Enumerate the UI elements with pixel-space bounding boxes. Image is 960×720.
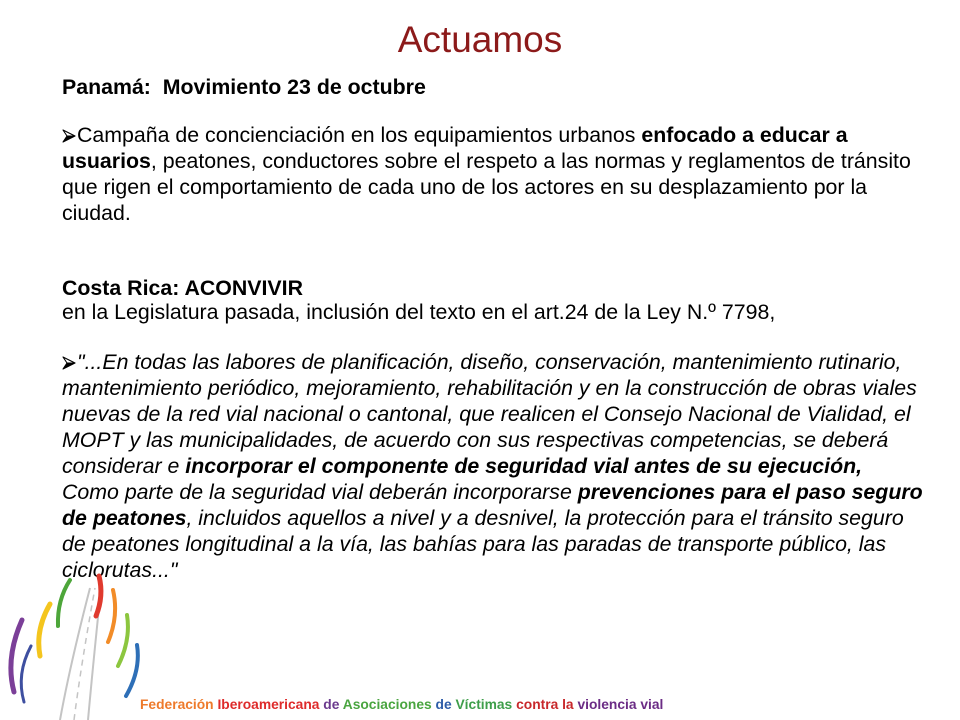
text-segment: , peatones, conductores sobre el respeto a las normas y reglamentos de tránsito (150, 149, 911, 173)
text-line (62, 375, 942, 401)
text-line (62, 174, 942, 200)
text-line (62, 505, 942, 531)
costa-rica-intro: en la Legislatura pasada, inclusión del texto en el art.24 de la Ley N.º 7798, (62, 300, 776, 324)
panama-heading: Panamá: Movimiento 23 de octubre (62, 75, 426, 99)
logo-stroke (118, 615, 128, 666)
text-line (62, 557, 942, 583)
text-line (62, 148, 942, 174)
emphasis-segment: de peatones (62, 506, 187, 530)
arrowhead-bullet-icon (62, 356, 77, 370)
logo-stroke (58, 580, 70, 626)
text-segment: mantenimiento periódico, mejoramiento, rehabilitación y en la construcción de obras viales (62, 376, 917, 400)
text-segment: "...En todas las labores de planificación, diseño, conservación, mantenimiento rutinario, (77, 350, 902, 374)
text-segment: Campaña de concienciación en los equipamientos urbanos (77, 123, 642, 147)
logo-road-edge (60, 588, 90, 720)
federation-name-word: Federación (140, 697, 214, 712)
text-line (62, 453, 942, 479)
federation-name-word: contra la (516, 697, 574, 712)
emphasis-segment: usuarios (62, 149, 151, 173)
federation-name (140, 696, 663, 714)
text-segment: MOPT y las municipalidades, de acuerdo con sus respectivas competencias, se deberá (62, 428, 889, 452)
federation-name-word: de (435, 697, 452, 712)
text-segment: , incluidos aquellos a nivel y a desnivel, la protección para el tránsito seguro (186, 506, 904, 530)
text-line (62, 479, 942, 505)
logo-stroke (21, 646, 31, 702)
panama-bullet-paragraph (62, 122, 942, 226)
text-line (62, 427, 942, 453)
text-segment: ciclorutas..." (62, 558, 178, 582)
text-segment: que rigen el comportamiento de cada uno de los actores en su desplazamiento por la (62, 175, 868, 199)
emphasis-segment: incorporar el componente de seguridad vial antes de su ejecución, (185, 454, 863, 478)
slide-title: Actuamos (397, 19, 563, 60)
text-segment: nuevas de la red vial nacional o cantonal, que realicen el Consejo Nacional de Vialidad, el (62, 402, 911, 426)
text-line (62, 531, 942, 557)
text-segment: ciudad. (62, 201, 131, 225)
arrowhead-bullet-icon (62, 129, 77, 143)
costa-rica-heading: Costa Rica: ACONVIVIR (62, 276, 303, 300)
text-segment: de peatones longitudinal a la vía, las bahías para las paradas de transporte público, las (62, 532, 887, 556)
logo-stroke (126, 645, 138, 696)
emphasis-segment: enfocado a educar a (641, 123, 848, 147)
federation-name-word: Víctimas (455, 697, 513, 712)
logo-stroke (39, 604, 50, 656)
federation-name-word: de (323, 697, 340, 712)
federation-name-word: Asociaciones (342, 697, 432, 712)
federation-logo-icon (0, 570, 145, 720)
logo-stroke (96, 576, 101, 616)
emphasis-segment: prevenciones para el paso seguro (577, 480, 923, 504)
text-line (62, 349, 942, 375)
text-line (62, 122, 942, 148)
federation-name-word: Iberoamericana (217, 697, 320, 712)
text-segment: considerar e (62, 454, 186, 478)
text-line (62, 200, 942, 226)
federation-name-word: violencia vial (577, 697, 664, 712)
logo-stroke (108, 590, 115, 642)
text-line (62, 401, 942, 427)
costa-rica-quote-paragraph (62, 349, 942, 583)
text-segment: Como parte de la seguridad vial deberán incorporarse (62, 480, 578, 504)
